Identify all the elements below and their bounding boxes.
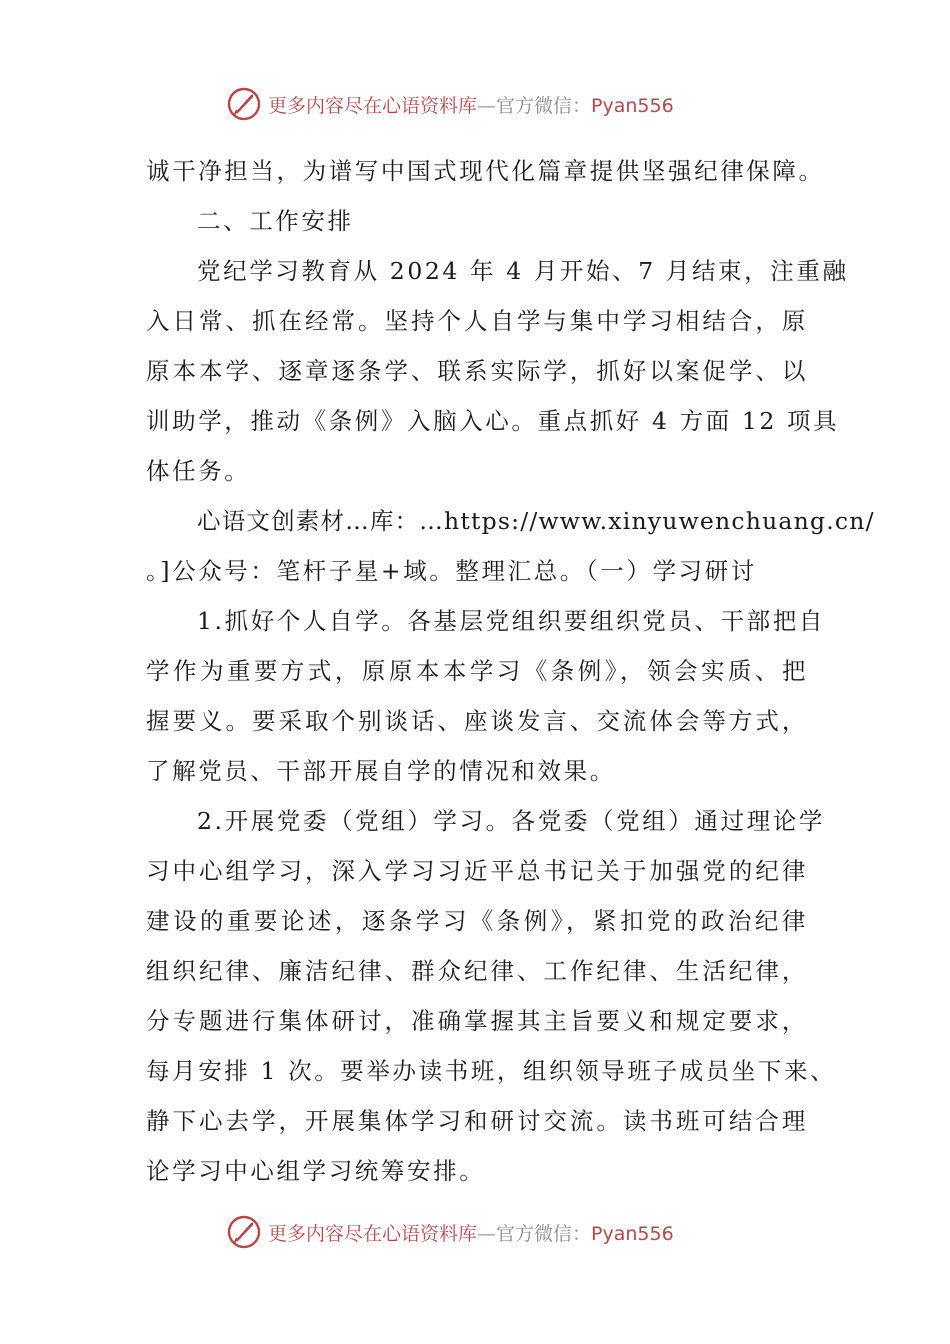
paragraph-line: 2.开展党委（党组）学习。各党委（党组）通过理论学 (197, 807, 825, 835)
header-dash: — (477, 94, 497, 117)
quill-logo-icon (226, 1214, 262, 1250)
paragraph-line: 论学习中心组学习统筹安排。 (146, 1157, 486, 1185)
paragraph-line: 学作为重要方式，原原本本学习《条例》，领会实质、把 (146, 657, 808, 685)
footer-official-label: 官方微信： (496, 1222, 592, 1245)
source-line: 心语文创素材…库：…https://www.xinyuwenchuang.cn/ (197, 507, 875, 535)
paragraph-line: 党纪学习教育从 2024 年 4 月开始、7 月结束，注重融 (197, 257, 849, 285)
footer-dash: — (477, 1222, 497, 1245)
header-banner (226, 84, 674, 124)
footer-text (268, 1219, 674, 1246)
header-text (268, 91, 674, 118)
paragraph-line: 静下心去学，开展集体学习和研讨交流。读书班可结合理 (146, 1107, 808, 1135)
paragraph-line: 原本本学、逐章逐条学、联系实际学，抓好以案促学、以 (146, 357, 808, 385)
paragraph-line: 建设的重要论述，逐条学习《条例》，紧扣党的政治纪律 (146, 907, 808, 935)
quill-logo-icon (226, 86, 262, 122)
paragraph-line: 1.抓好个人自学。各基层党组织要组织党员、干部把自 (197, 607, 825, 635)
paragraph-line: 了解党员、干部开展自学的情况和效果。 (146, 757, 616, 785)
paragraph-line: 组织纪律、廉洁纪律、群众纪律、工作纪律、生活纪律， (146, 957, 808, 985)
footer-site-name: 更多内容尽在心语资料库 (268, 1222, 478, 1245)
paragraph-line: 习中心组学习，深入学习习近平总书记关于加强党的纪律 (146, 857, 808, 885)
paragraph-line: 握要义。要采取个别谈话、座谈发言、交流体会等方式， (146, 707, 808, 735)
footer-banner (226, 1212, 674, 1252)
paragraph-line: 训助学，推动《条例》入脑入心。重点抓好 4 方面 12 项具 (146, 407, 840, 435)
document-body (146, 146, 875, 1196)
paragraph-line: 体任务。 (146, 457, 251, 485)
paragraph-line: 入日常、抓在经常。坚持个人自学与集中学习相结合，原 (146, 307, 808, 335)
header-wechat-id: Pyan556 (591, 94, 674, 117)
paragraph-line: 分专题进行集体研讨，准确掌握其主旨要义和规定要求， (146, 1007, 808, 1035)
paragraph-line: 每月安排 1 次。要举办读书班，组织领导班子成员坐下来、 (146, 1057, 837, 1085)
section-heading: 二、工作安排 (197, 207, 354, 235)
header-site-name: 更多内容尽在心语资料库 (268, 94, 478, 117)
paragraph-line: 诚干净担当，为谱写中国式现代化篇章提供坚强纪律保障。 (146, 157, 825, 185)
source-line: 。]公众号：笔杆子星+域。整理汇总。（一）学习研讨 (146, 557, 757, 585)
footer-wechat-id: Pyan556 (591, 1222, 674, 1245)
header-official-label: 官方微信： (496, 94, 592, 117)
